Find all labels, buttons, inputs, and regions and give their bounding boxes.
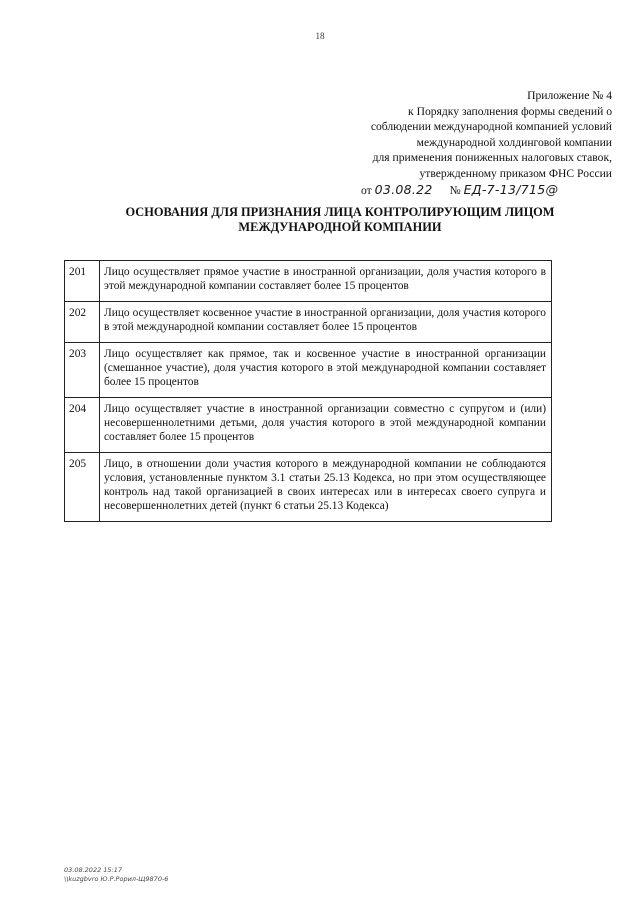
table-row [65, 261, 552, 302]
order-date: 03.08.22 [374, 181, 433, 197]
reason-code: 204 [65, 398, 100, 453]
appendix-line: для применения пониженных налоговых ставок, [372, 151, 612, 165]
appendix-line: международной холдинговой компании [416, 135, 612, 149]
appendix-line: утвержденному приказом ФНС России [419, 166, 612, 180]
document-title [40, 205, 640, 235]
print-footer [64, 866, 168, 884]
order-number: ЕД-7-13/715@ [463, 181, 559, 197]
reason-text: Лицо осуществляет косвенное участие в иностранной организации, доля участия которого в этой международной компании составляет более 15 процентов [100, 302, 552, 343]
table-row [65, 343, 552, 398]
reason-code: 203 [65, 343, 100, 398]
table-row [65, 398, 552, 453]
table-row [65, 453, 552, 522]
reason-text: Лицо осуществляет прямое участие в иностранной организации, доля участия которого в этой международной компании составляет более 15 процентов [100, 261, 552, 302]
title-line-2: МЕЖДУНАРОДНОЙ КОМПАНИИ [238, 220, 442, 234]
reason-text: Лицо осуществляет как прямое, так и косвенное участие в иностранной организации (смешанное участие), доля участия которого в этой международной компании составляет более 15 процентов [100, 343, 552, 398]
reason-text: Лицо осуществляет участие в иностранной организации совместно с супругом и (или) несовершеннолетними детьми, доля участия которого в этой международной компании составляет более 15 процентов [100, 398, 552, 453]
reason-code: 202 [65, 302, 100, 343]
reason-text: Лицо, в отношении доли участия которого в международной компании не соблюдаются условия, установленные пунктом 3.1 статьи 25.13 Кодекса, но при этом осуществляющее контроль над такой организацией в своих интересах или в интересах своего супруга и несовершеннолетних детей (пункт 6 статьи 25.13 Кодекса) [100, 453, 552, 522]
footer-timestamp: 03.08.2022 15:17 [64, 866, 123, 874]
order-reference [292, 182, 612, 199]
footer-path: \\kuzgbvro Ю.Р.Рорил-Щ9870-6 [64, 875, 169, 883]
appendix-title: Приложение № 4 [527, 89, 612, 102]
reasons-table [64, 260, 552, 522]
appendix-header [292, 88, 612, 198]
table-row [65, 302, 552, 343]
reason-code: 205 [65, 453, 100, 522]
appendix-line: к Порядку заполнения формы сведений о [408, 104, 612, 118]
order-number-label: № [449, 183, 461, 197]
order-prefix: от [361, 183, 372, 197]
page-number: 18 [315, 31, 325, 41]
reason-code: 201 [65, 261, 100, 302]
title-line-1: ОСНОВАНИЯ ДЛЯ ПРИЗНАНИЯ ЛИЦА КОНТРОЛИРУЮЩИМ ЛИЦОМ [125, 205, 555, 219]
appendix-line: соблюдении международной компанией условий [370, 120, 612, 134]
